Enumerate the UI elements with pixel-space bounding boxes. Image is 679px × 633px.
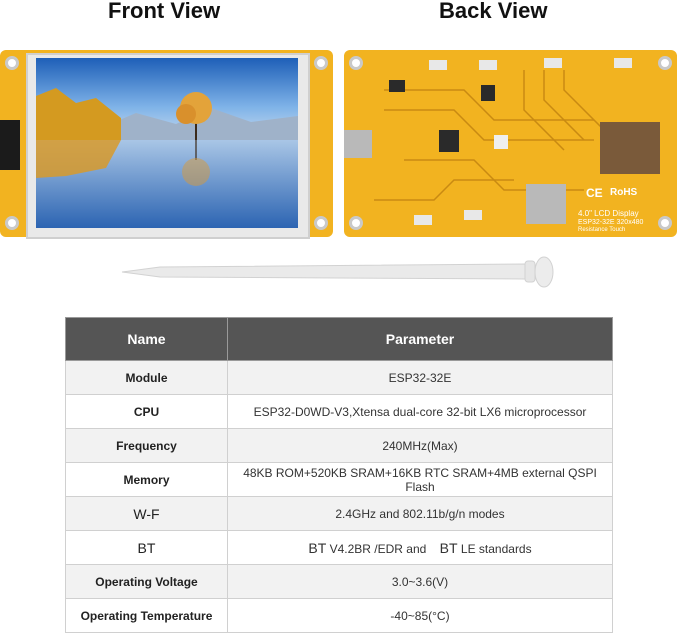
side-connector xyxy=(0,120,20,170)
ce-mark: CE xyxy=(586,186,603,200)
table-row xyxy=(66,599,613,633)
back-view-heading: Back View xyxy=(439,0,548,23)
front-view-heading: Front View xyxy=(108,0,221,23)
bt-prefix-2: BT xyxy=(439,539,458,556)
row-value: 2.4GHz and 802.11b/g/n modes xyxy=(228,497,613,531)
table-row xyxy=(66,429,613,463)
row-name: Memory xyxy=(66,463,228,497)
table-row xyxy=(66,463,613,497)
table-row xyxy=(66,531,613,565)
row-value: -40~85(°C) xyxy=(228,599,613,633)
lake-landscape-image xyxy=(36,58,298,228)
row-value xyxy=(228,531,613,565)
row-value: 48KB ROM+520KB SRAM+16KB RTC SRAM+4MB external QSPI Flash xyxy=(228,463,613,497)
row-name: Operating Temperature xyxy=(66,599,228,633)
row-name: Module xyxy=(66,361,228,395)
row-name: BT xyxy=(66,531,228,565)
mount-hole xyxy=(314,56,328,70)
table-row xyxy=(66,565,613,599)
mount-hole xyxy=(5,216,19,230)
stylus-pen xyxy=(120,255,560,290)
mount-hole xyxy=(5,56,19,70)
table-row xyxy=(66,395,613,429)
row-name: Frequency xyxy=(66,429,228,463)
row-name: CPU xyxy=(66,395,228,429)
lcd-screen-landscape xyxy=(36,58,298,228)
front-board xyxy=(0,50,333,237)
bt-mid: V4.2BR /EDR and xyxy=(326,541,430,556)
row-value: 3.0~3.6(V) xyxy=(228,565,613,599)
mount-hole xyxy=(314,216,328,230)
row-value: ESP32-D0WD-V3,Xtensa dual-core 32-bit LX6 microprocessor xyxy=(228,395,613,429)
row-name: W-F xyxy=(66,497,228,531)
bt-prefix: BT xyxy=(308,539,327,556)
rohs-mark: RoHS xyxy=(610,187,638,198)
bt-end: LE standards xyxy=(457,541,532,556)
model-label: ESP32-32E 320x480 xyxy=(578,219,644,226)
row-name: Operating Voltage xyxy=(66,565,228,599)
back-board xyxy=(344,50,677,237)
table-row xyxy=(66,361,613,395)
touch-label: Resistance Touch xyxy=(578,227,626,233)
parameter-header: Parameter xyxy=(228,318,613,361)
display-label: 4.0" LCD Display xyxy=(578,209,639,218)
spec-table xyxy=(65,317,613,633)
row-value: ESP32-32E xyxy=(228,361,613,395)
row-value: 240MHz(Max) xyxy=(228,429,613,463)
table-row xyxy=(66,497,613,531)
name-header: Name xyxy=(66,318,228,361)
